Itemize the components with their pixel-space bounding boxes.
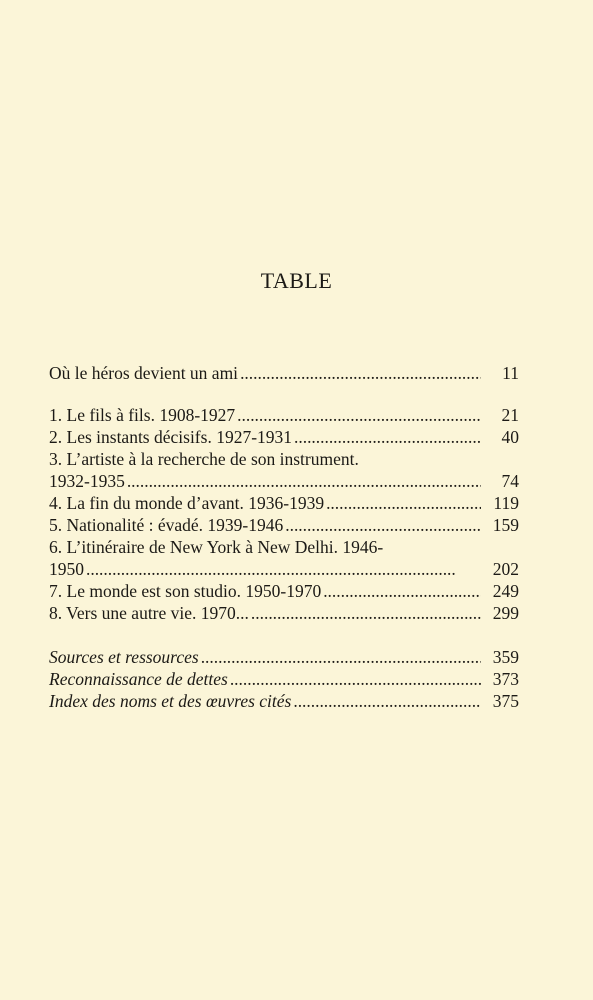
toc-entry-label: 3. L’artiste à la recherche de son instrument. xyxy=(49,449,359,469)
toc-entry-page: 74 xyxy=(501,471,519,491)
toc-entry-label: 7. Le monde est son studio. 1950-1970 xyxy=(49,581,322,601)
toc-entry-page: 11 xyxy=(502,363,519,383)
toc-entry-chapter-4 xyxy=(49,492,519,514)
toc-entry-page: 249 xyxy=(492,581,519,601)
toc-entry-page: 299 xyxy=(492,603,519,623)
page-title: TABLE xyxy=(260,268,333,293)
toc-entry-chapter-8 xyxy=(49,602,519,624)
toc-entry-label: 8. Vers une autre vie. 1970... xyxy=(49,603,249,623)
toc-entry-page: 375 xyxy=(492,691,519,711)
toc-entry-label: Sources et ressources xyxy=(49,647,199,667)
toc-entry-label: 5. Nationalité : évadé. 1939-1946 xyxy=(49,515,284,535)
toc-entry-chapter-2 xyxy=(49,426,519,448)
toc-entry-label-cont: 1950 xyxy=(49,559,84,579)
toc-entry-label: Reconnaissance de dettes xyxy=(49,669,228,689)
toc-entry-label: Où le héros devient un ami xyxy=(49,363,239,383)
dot-leader xyxy=(201,646,481,668)
toc-entry-chapter-6 xyxy=(49,558,519,580)
toc-entry-chapter-1 xyxy=(49,404,519,426)
toc-entry-index xyxy=(49,690,519,712)
toc-entry-label: Index des noms et des œuvres cités xyxy=(49,691,292,711)
toc-entry-label: 2. Les instants décisifs. 1927-1931 xyxy=(49,427,293,447)
toc-entry-intro xyxy=(49,362,519,384)
toc-entry-label: 6. L’itinéraire de New York à New Delhi. 1946- xyxy=(49,537,384,557)
toc-entry-chapter-7 xyxy=(49,580,519,602)
toc-entry-label: 4. La fin du monde d’avant. 1936-1939 xyxy=(49,493,325,513)
dot-leader xyxy=(230,668,481,690)
toc-entry-acknowledgements xyxy=(49,668,519,690)
dot-leader xyxy=(86,558,481,580)
toc-entry-page: 202 xyxy=(492,559,519,579)
toc-entry-chapter-3-line1 xyxy=(49,448,519,470)
toc-entry-sources xyxy=(49,646,519,668)
toc-entry-label-cont: 1932-1935 xyxy=(49,471,125,491)
toc-entry-chapter-5 xyxy=(49,514,519,536)
dot-leader xyxy=(326,492,481,514)
toc-entry-page: 21 xyxy=(501,405,519,425)
dot-leader xyxy=(285,514,481,536)
toc-entry-page: 359 xyxy=(492,647,519,667)
toc-annex-section xyxy=(49,646,519,712)
toc-entry-page: 373 xyxy=(492,669,519,689)
dot-leader xyxy=(240,362,481,384)
dot-leader xyxy=(323,580,481,602)
toc-chapters-section xyxy=(49,404,519,624)
dot-leader xyxy=(127,470,481,492)
toc-entry-chapter-3 xyxy=(49,470,519,492)
dot-leader xyxy=(237,404,481,426)
toc-intro-section xyxy=(49,362,519,384)
toc-entry-page: 159 xyxy=(492,515,519,535)
toc-entry-label: 1. Le fils à fils. 1908-1927 xyxy=(49,405,236,425)
dot-leader xyxy=(251,602,481,624)
dot-leader xyxy=(294,426,481,448)
dot-leader xyxy=(293,690,481,712)
toc-entry-page: 119 xyxy=(493,493,519,513)
toc-entry-page: 40 xyxy=(501,427,519,447)
toc-entry-chapter-6-line1 xyxy=(49,536,519,558)
